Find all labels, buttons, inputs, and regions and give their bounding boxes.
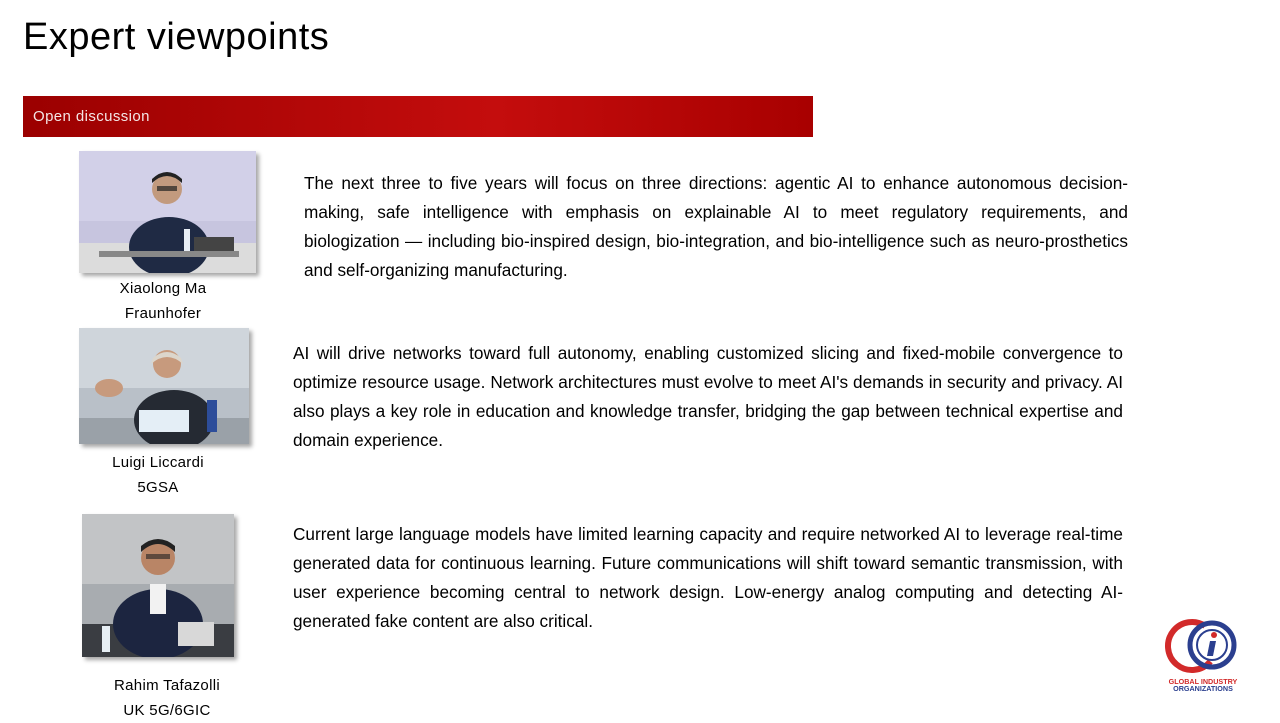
svg-text:GLOBAL INDUSTRY: GLOBAL INDUSTRY [1168,677,1238,686]
svg-text:ORGANIZATIONS: ORGANIZATIONS [1173,684,1233,693]
expert-photo-luigi-liccardi [79,328,249,444]
section-banner [23,96,813,137]
page-title: Expert viewpoints [23,16,330,58]
expert-photo-xiaolong-ma [79,151,256,273]
global-industry-organizations-logo [1164,618,1242,694]
expert-name: Rahim Tafazolli [114,677,220,694]
expert-org: Fraunhofer [124,305,202,322]
expert-caption [92,673,242,723]
expert-photo-rahim-tafazolli [82,514,234,657]
expert-quote: AI will drive networks toward full autonomy, enabling customized slicing and fixed-mobile convergence to optimize resource usage. Network architectures must evolve to meet AI's demands in security and privacy. AI also plays a key role in education and knowledge transfer, bridging the gap between technical expertise and domain experience. [293,343,1123,450]
expert-name: Luigi Liccardi [112,454,204,471]
expert-org: UK 5G/6GIC [123,702,211,719]
expert-caption [83,450,233,500]
expert-org: 5GSA [137,479,179,496]
expert-quote: The next three to five years will focus on three directions: agentic AI to enhance autonomous decision-making, safe intelligence with emphasis on explainable AI to meet regulatory requirements, and biologization — including bio-inspired design, bio-integration, and bio-intelligence such as neuro-prosthetics and self-organizing manufacturing. [304,173,1128,280]
expert-caption [88,276,238,326]
section-banner-label: Open discussion [33,108,150,125]
expert-name: Xiaolong Ma [119,280,207,297]
expert-quote: Current large language models have limited learning capacity and require networked AI to leverage real-time generated data for continuous learning. Future communications will shift toward semantic transmission, with user experience becoming central to network design. Low-energy analog computing and detecting AI-generated fake content are also critical. [293,524,1123,631]
